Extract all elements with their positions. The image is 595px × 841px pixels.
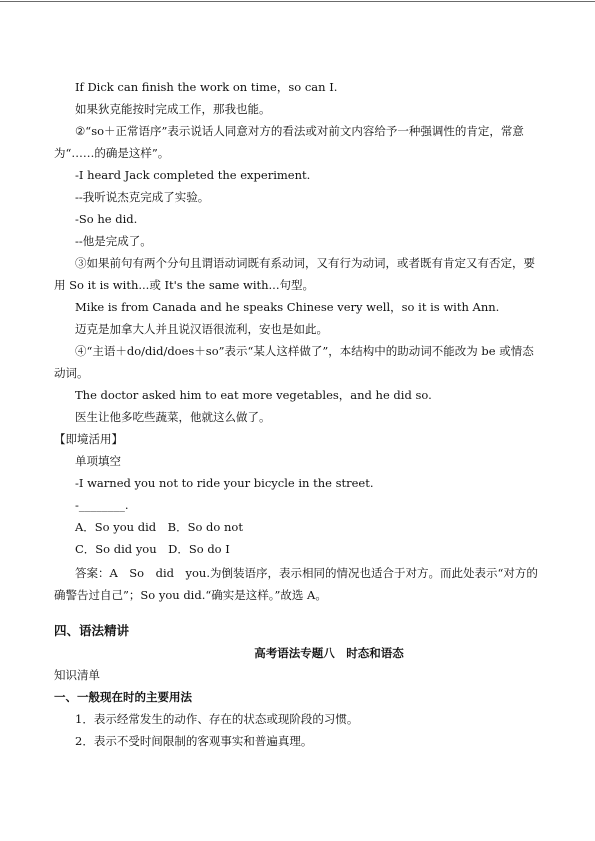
dialogue-line: --我听说杰克完成了实验。 (75, 190, 210, 204)
list-item: 1．表示经常发生的动作、存在的状态或现阶段的习惯。 (75, 712, 359, 726)
topic-title: 高考语法专题八 时态和语态 (254, 646, 404, 660)
example-sentence-en: Mike is from Canada and he speaks Chinese very well，so it is with Ann. (75, 300, 500, 314)
dialogue-line: -So he did. (75, 212, 138, 226)
rule-4: ④“主语＋do/did/does＋so”表示“某人这样做了”，本结构中的助动词不能改为 be 或情态动词。 (54, 344, 534, 380)
example-sentence-en: If Dick can finish the work on time，so can I. (75, 80, 338, 94)
question-blank: -________. (75, 498, 129, 512)
section-heading: 四、语法精讲 (54, 623, 130, 638)
practice-heading: 【即境活用】 (54, 432, 123, 446)
question-options: C．So did you D．So do I (75, 542, 230, 556)
example-sentence-zh: 医生让他多吃些蔬菜，他就这么做了。 (75, 410, 271, 424)
answer-explanation: 答案：A So did you.为倒装语序，表示相同的情况也适合于对方。而此处表示“对方的确警告过自己”；So you did.“确实是这样。”故选 A。 (54, 566, 538, 602)
header-rule (0, 1, 595, 2)
dialogue-line: -I heard Jack completed the experiment. (75, 168, 311, 182)
list-label: 知识清单 (54, 668, 100, 682)
example-sentence-zh: 迈克是加拿大人并且说汉语很流利，安也是如此。 (75, 322, 328, 336)
question-options: A．So you did B．So do not (75, 520, 243, 534)
list-item: 2．表示不受时间限制的客观事实和普遍真理。 (75, 734, 313, 748)
question-type: 单项填空 (75, 454, 121, 468)
rule-2: ②“so＋正常语序”表示说话人同意对方的看法或对前文内容给予一种强调性的肯定，常意为“……的确是这样”。 (54, 124, 524, 160)
question-stem: -I warned you not to ride your bicycle in the street. (75, 476, 374, 490)
document-body (54, 76, 544, 752)
subheading: 一、一般现在时的主要用法 (54, 690, 192, 704)
example-sentence-zh: 如果狄克能按时完成工作，那我也能。 (75, 102, 271, 116)
dialogue-line: --他是完成了。 (75, 234, 152, 248)
example-sentence-en: The doctor asked him to eat more vegetables，and he did so. (75, 388, 432, 402)
rule-3: ③如果前句有两个分句且谓语动词既有系动词，又有行为动词，或者既有肯定又有否定，要用 So it is with...或 It's the same with...句型。 (54, 256, 535, 292)
